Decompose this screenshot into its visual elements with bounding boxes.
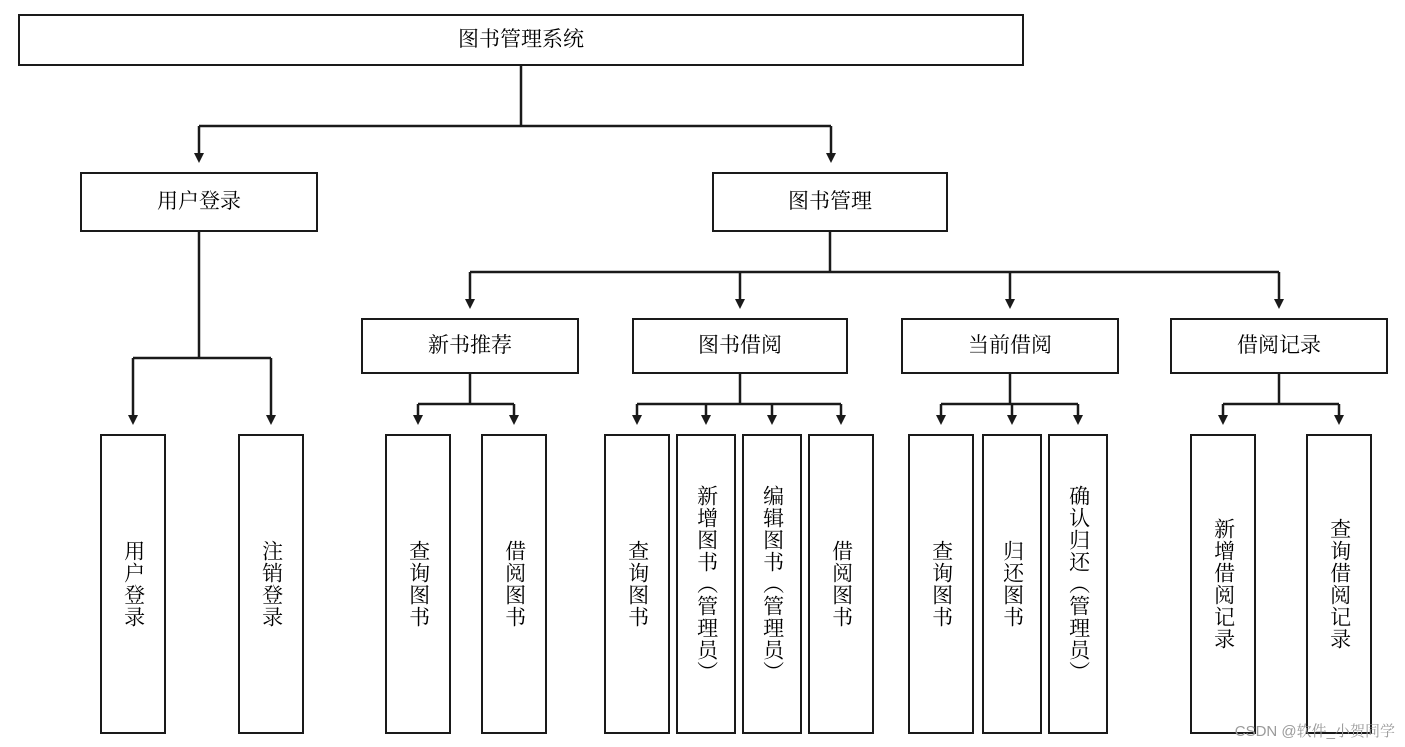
node-label: 用户登录 bbox=[157, 189, 241, 213]
node-borrow-record[interactable] bbox=[1170, 318, 1388, 374]
node-label: 注销登录 bbox=[259, 540, 283, 628]
node-leaf-query-record[interactable] bbox=[1306, 434, 1372, 734]
node-label: 当前借阅 bbox=[968, 333, 1052, 357]
node-label: 图书管理 bbox=[788, 189, 872, 213]
node-label: 借阅图书 bbox=[502, 540, 526, 628]
node-user-login[interactable] bbox=[80, 172, 318, 232]
node-label: 查询借阅记录 bbox=[1327, 518, 1351, 650]
node-leaf-edit-book[interactable] bbox=[742, 434, 802, 734]
node-leaf-borrow-book-1[interactable] bbox=[481, 434, 547, 734]
node-book-manage[interactable] bbox=[712, 172, 948, 232]
node-leaf-add-record[interactable] bbox=[1190, 434, 1256, 734]
node-leaf-borrow-book-2[interactable] bbox=[808, 434, 874, 734]
node-label: 查询图书 bbox=[929, 540, 953, 628]
node-leaf-user-login[interactable] bbox=[100, 434, 166, 734]
node-label: 用户登录 bbox=[121, 540, 145, 628]
node-leaf-query-book-1[interactable] bbox=[385, 434, 451, 734]
node-root[interactable] bbox=[18, 14, 1024, 66]
node-book-borrow[interactable] bbox=[632, 318, 848, 374]
node-new-book-recommend[interactable] bbox=[361, 318, 579, 374]
node-leaf-confirm-return[interactable] bbox=[1048, 434, 1108, 734]
node-label: 查询图书 bbox=[406, 540, 430, 628]
node-label: 编辑图书（管理员） bbox=[760, 485, 784, 683]
watermark-text: CSDN @软件_小贺同学 bbox=[1234, 723, 1395, 740]
node-leaf-query-book-3[interactable] bbox=[908, 434, 974, 734]
node-leaf-logout[interactable] bbox=[238, 434, 304, 734]
node-leaf-add-book[interactable] bbox=[676, 434, 736, 734]
node-leaf-query-book-2[interactable] bbox=[604, 434, 670, 734]
node-label: 图书借阅 bbox=[698, 333, 782, 357]
node-label: 新书推荐 bbox=[428, 333, 512, 357]
node-label: 新增借阅记录 bbox=[1211, 518, 1235, 650]
node-label: 借阅图书 bbox=[829, 540, 853, 628]
node-label: 借阅记录 bbox=[1237, 333, 1321, 357]
node-current-borrow[interactable] bbox=[901, 318, 1119, 374]
node-leaf-return-book[interactable] bbox=[982, 434, 1042, 734]
node-label: 查询图书 bbox=[625, 540, 649, 628]
node-label: 确认归还（管理员） bbox=[1066, 485, 1090, 683]
node-label: 归还图书 bbox=[1000, 540, 1024, 628]
node-label: 新增图书（管理员） bbox=[694, 485, 718, 683]
node-label: 图书管理系统 bbox=[458, 27, 584, 51]
